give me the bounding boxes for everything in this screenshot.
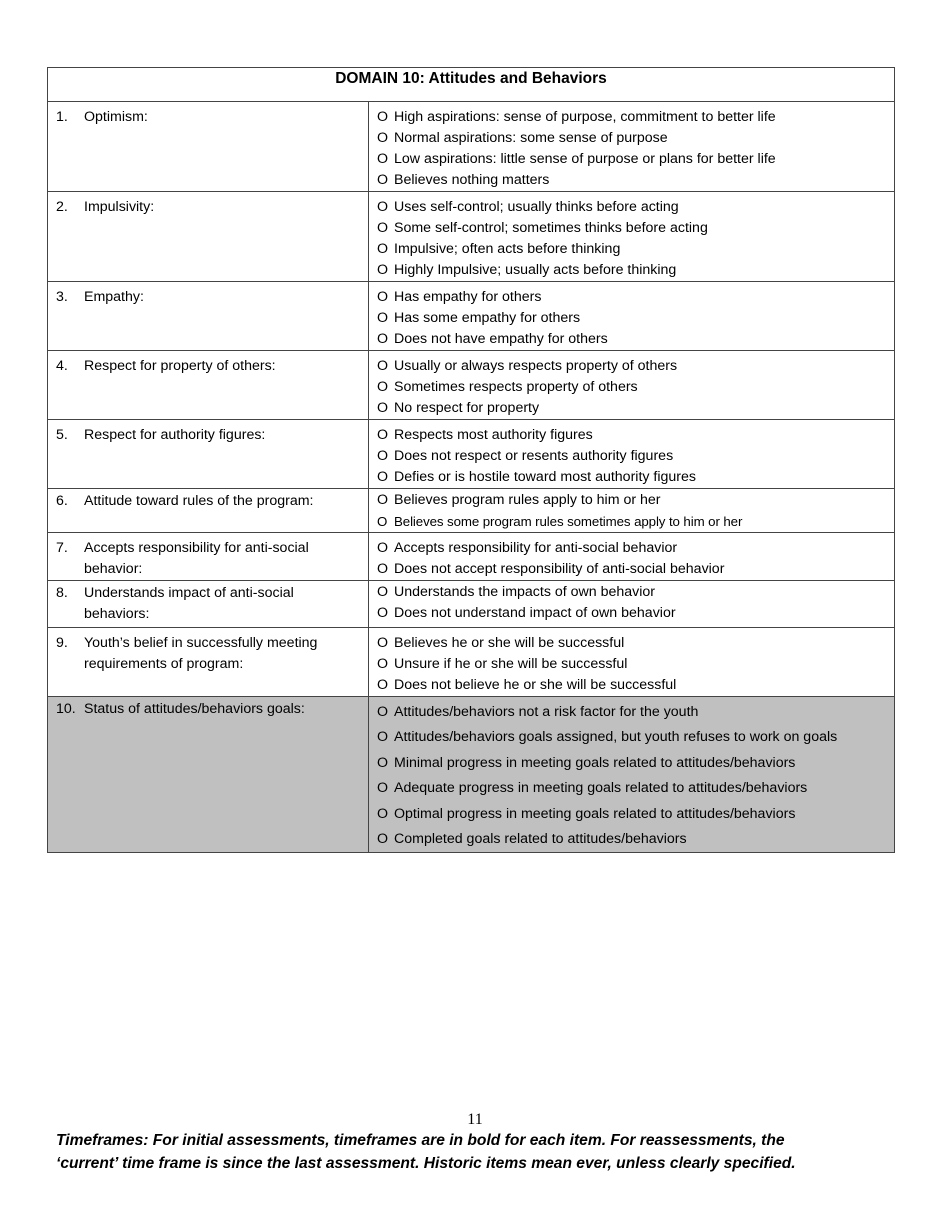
timeframes-footer — [56, 1129, 926, 1175]
radio-option[interactable] — [377, 511, 888, 532]
radio-option[interactable] — [377, 425, 888, 446]
item-label: Understands impact of anti-social behaviors: — [84, 585, 294, 622]
radio-circle-icon[interactable]: O — [377, 151, 389, 167]
radio-option[interactable] — [377, 287, 888, 308]
table-row — [48, 192, 895, 282]
radio-circle-icon[interactable]: O — [377, 605, 389, 621]
option-label: Uses self-control; usually thinks before acting — [394, 199, 679, 215]
radio-circle-icon[interactable]: O — [377, 310, 389, 326]
radio-option[interactable] — [377, 218, 888, 239]
radio-circle-icon[interactable]: O — [377, 469, 389, 485]
radio-circle-icon[interactable]: O — [377, 704, 389, 720]
radio-option[interactable] — [377, 329, 888, 350]
item-label: Respect for authority figures: — [84, 427, 266, 443]
radio-circle-icon[interactable]: O — [377, 448, 389, 464]
option-label: High aspirations: sense of purpose, commitment to better life — [394, 109, 776, 125]
radio-option[interactable] — [377, 260, 888, 281]
item-cell — [48, 102, 369, 192]
radio-option[interactable] — [377, 398, 888, 419]
options-cell — [369, 351, 895, 420]
domain-title: DOMAIN 10: Attitudes and Behaviors — [48, 68, 895, 102]
radio-option[interactable] — [377, 170, 888, 191]
option-label: Has some empathy for others — [394, 310, 581, 326]
radio-option[interactable] — [377, 776, 888, 801]
radio-circle-icon[interactable]: O — [377, 656, 389, 672]
option-label: Sometimes respects property of others — [394, 379, 638, 395]
radio-option[interactable] — [377, 633, 888, 654]
options-cell — [369, 581, 895, 628]
radio-circle-icon[interactable]: O — [377, 514, 388, 529]
radio-circle-icon[interactable]: O — [377, 199, 389, 215]
option-label: Normal aspirations: some sense of purpose — [394, 130, 668, 146]
item-cell — [48, 581, 369, 628]
radio-option[interactable] — [377, 751, 888, 776]
item-cell — [48, 420, 369, 489]
radio-circle-icon[interactable]: O — [377, 109, 389, 125]
radio-option[interactable] — [377, 356, 888, 377]
radio-circle-icon[interactable]: O — [377, 677, 389, 693]
radio-option[interactable] — [377, 197, 888, 218]
option-label: Completed goals related to attitudes/behaviors — [394, 831, 687, 848]
item-cell — [48, 351, 369, 420]
radio-option[interactable] — [377, 654, 888, 675]
item-number: 3. — [56, 289, 68, 305]
options-cell — [369, 282, 895, 351]
option-label: Believes he or she will be successful — [394, 635, 625, 651]
table-row — [48, 533, 895, 581]
radio-circle-icon[interactable]: O — [377, 729, 389, 746]
option-label: Usually or always respects property of others — [394, 358, 678, 374]
radio-option[interactable] — [377, 559, 888, 580]
radio-option[interactable] — [377, 308, 888, 329]
radio-option[interactable] — [377, 149, 888, 170]
radio-circle-icon[interactable]: O — [377, 172, 389, 188]
table-row — [48, 489, 895, 533]
option-label: Attitudes/behaviors goals assigned, but youth refuses to work on goals — [394, 729, 838, 746]
item-number: 2. — [56, 199, 68, 215]
radio-circle-icon[interactable]: O — [377, 331, 389, 347]
radio-circle-icon[interactable]: O — [377, 358, 389, 374]
radio-circle-icon[interactable]: O — [377, 754, 389, 771]
radio-circle-icon[interactable]: O — [377, 635, 389, 651]
radio-option[interactable] — [377, 827, 888, 852]
option-label: Minimal progress in meeting goals related to attitudes/behaviors — [394, 754, 796, 771]
option-label: Adequate progress in meeting goals related to attitudes/behaviors — [394, 780, 808, 797]
radio-option[interactable] — [377, 700, 888, 725]
option-label: Defies or is hostile toward most authority figures — [394, 469, 697, 485]
radio-circle-icon[interactable]: O — [377, 262, 389, 278]
table-row — [48, 628, 895, 697]
option-label: Unsure if he or she will be successful — [394, 656, 628, 672]
item-cell — [48, 628, 369, 697]
radio-circle-icon[interactable]: O — [377, 427, 389, 443]
radio-circle-icon[interactable]: O — [377, 241, 389, 257]
domain-10-table — [47, 67, 895, 853]
option-label: Accepts responsibility for anti-social behavior — [394, 540, 678, 556]
radio-circle-icon[interactable]: O — [377, 492, 389, 508]
item-label: Empathy: — [84, 289, 144, 305]
item-cell — [48, 533, 369, 581]
item-number: 6. — [56, 493, 68, 509]
option-label: Believes some program rules sometimes apply to him or her — [394, 514, 743, 529]
options-cell — [369, 192, 895, 282]
item-number: 7. — [56, 540, 68, 556]
radio-option[interactable] — [377, 446, 888, 467]
item-number: 8. — [56, 585, 68, 601]
item-label: Respect for property of others: — [84, 358, 276, 374]
option-label: Believes program rules apply to him or her — [394, 492, 661, 508]
options-cell — [369, 697, 895, 853]
option-label: Highly Impulsive; usually acts before thinking — [394, 262, 677, 278]
option-label: Some self-control; sometimes thinks before acting — [394, 220, 708, 236]
item-number: 5. — [56, 427, 68, 443]
option-label: Respects most authority figures — [394, 427, 593, 443]
radio-option[interactable] — [377, 725, 888, 750]
radio-circle-icon[interactable]: O — [377, 584, 389, 600]
radio-circle-icon[interactable]: O — [377, 780, 389, 797]
radio-option[interactable] — [377, 490, 888, 511]
radio-circle-icon[interactable]: O — [377, 220, 389, 236]
table-row-status — [48, 697, 895, 853]
item-cell — [48, 192, 369, 282]
radio-option[interactable] — [377, 675, 888, 696]
option-label: Has empathy for others — [394, 289, 542, 305]
footer-line-1: Timeframes: For initial assessments, timeframes are in bold for each item. For reassessments, the — [56, 1132, 785, 1149]
radio-circle-icon[interactable]: O — [377, 379, 389, 395]
option-label: Believes nothing matters — [394, 172, 550, 188]
option-label: Does not understand impact of own behavior — [394, 605, 676, 621]
item-number: 4. — [56, 358, 68, 374]
radio-circle-icon[interactable]: O — [377, 130, 389, 146]
option-label: Understands the impacts of own behavior — [394, 584, 656, 600]
item-label: Impulsivity: — [84, 199, 155, 215]
radio-circle-icon[interactable]: O — [377, 805, 389, 822]
radio-option[interactable] — [377, 107, 888, 128]
item-cell — [48, 489, 369, 533]
footer-line-2: ‘current’ time frame is since the last assessment. Historic items mean ever, unless clearly specified. — [56, 1155, 796, 1172]
option-label: Does not respect or resents authority figures — [394, 448, 674, 464]
item-label: Optimism: — [84, 109, 148, 125]
radio-circle-icon[interactable]: O — [377, 289, 389, 305]
radio-circle-icon[interactable]: O — [377, 831, 389, 848]
radio-option[interactable] — [377, 538, 888, 559]
radio-circle-icon[interactable]: O — [377, 400, 389, 416]
radio-option[interactable] — [377, 603, 888, 624]
option-label: Does not have empathy for others — [394, 331, 608, 347]
radio-option[interactable] — [377, 582, 888, 603]
radio-option[interactable] — [377, 128, 888, 149]
item-label: Status of attitudes/behaviors goals: — [84, 701, 305, 717]
radio-circle-icon[interactable]: O — [377, 561, 389, 577]
page-number: 11 — [467, 1111, 483, 1128]
item-label: Youth’s belief in successfully meeting requirements of program: — [84, 635, 318, 672]
table-row — [48, 351, 895, 420]
options-cell — [369, 628, 895, 697]
item-number: 9. — [56, 635, 68, 651]
options-cell — [369, 533, 895, 581]
options-cell — [369, 102, 895, 192]
table-row — [48, 581, 895, 628]
item-label: Attitude toward rules of the program: — [84, 493, 314, 509]
radio-option[interactable] — [377, 239, 888, 260]
option-label: Low aspirations: little sense of purpose or plans for better life — [394, 151, 776, 167]
item-number: 1. — [56, 109, 68, 125]
item-cell — [48, 282, 369, 351]
radio-circle-icon[interactable]: O — [377, 540, 389, 556]
table-row — [48, 282, 895, 351]
option-label: Does not accept responsibility of anti-social behavior — [394, 561, 725, 577]
options-cell — [369, 489, 895, 533]
option-label: Impulsive; often acts before thinking — [394, 241, 621, 257]
option-label: Optimal progress in meeting goals related to attitudes/behaviors — [394, 805, 796, 822]
table-row — [48, 102, 895, 192]
table-row — [48, 420, 895, 489]
option-label: Attitudes/behaviors not a risk factor for the youth — [394, 704, 699, 720]
item-number: 10. — [56, 701, 76, 717]
options-cell — [369, 420, 895, 489]
radio-option[interactable] — [377, 467, 888, 488]
item-label: Accepts responsibility for anti-social behavior: — [84, 540, 309, 577]
option-label: No respect for property — [394, 400, 540, 416]
radio-option[interactable] — [377, 802, 888, 827]
radio-option[interactable] — [377, 377, 888, 398]
item-cell — [48, 697, 369, 853]
option-label: Does not believe he or she will be successful — [394, 677, 677, 693]
